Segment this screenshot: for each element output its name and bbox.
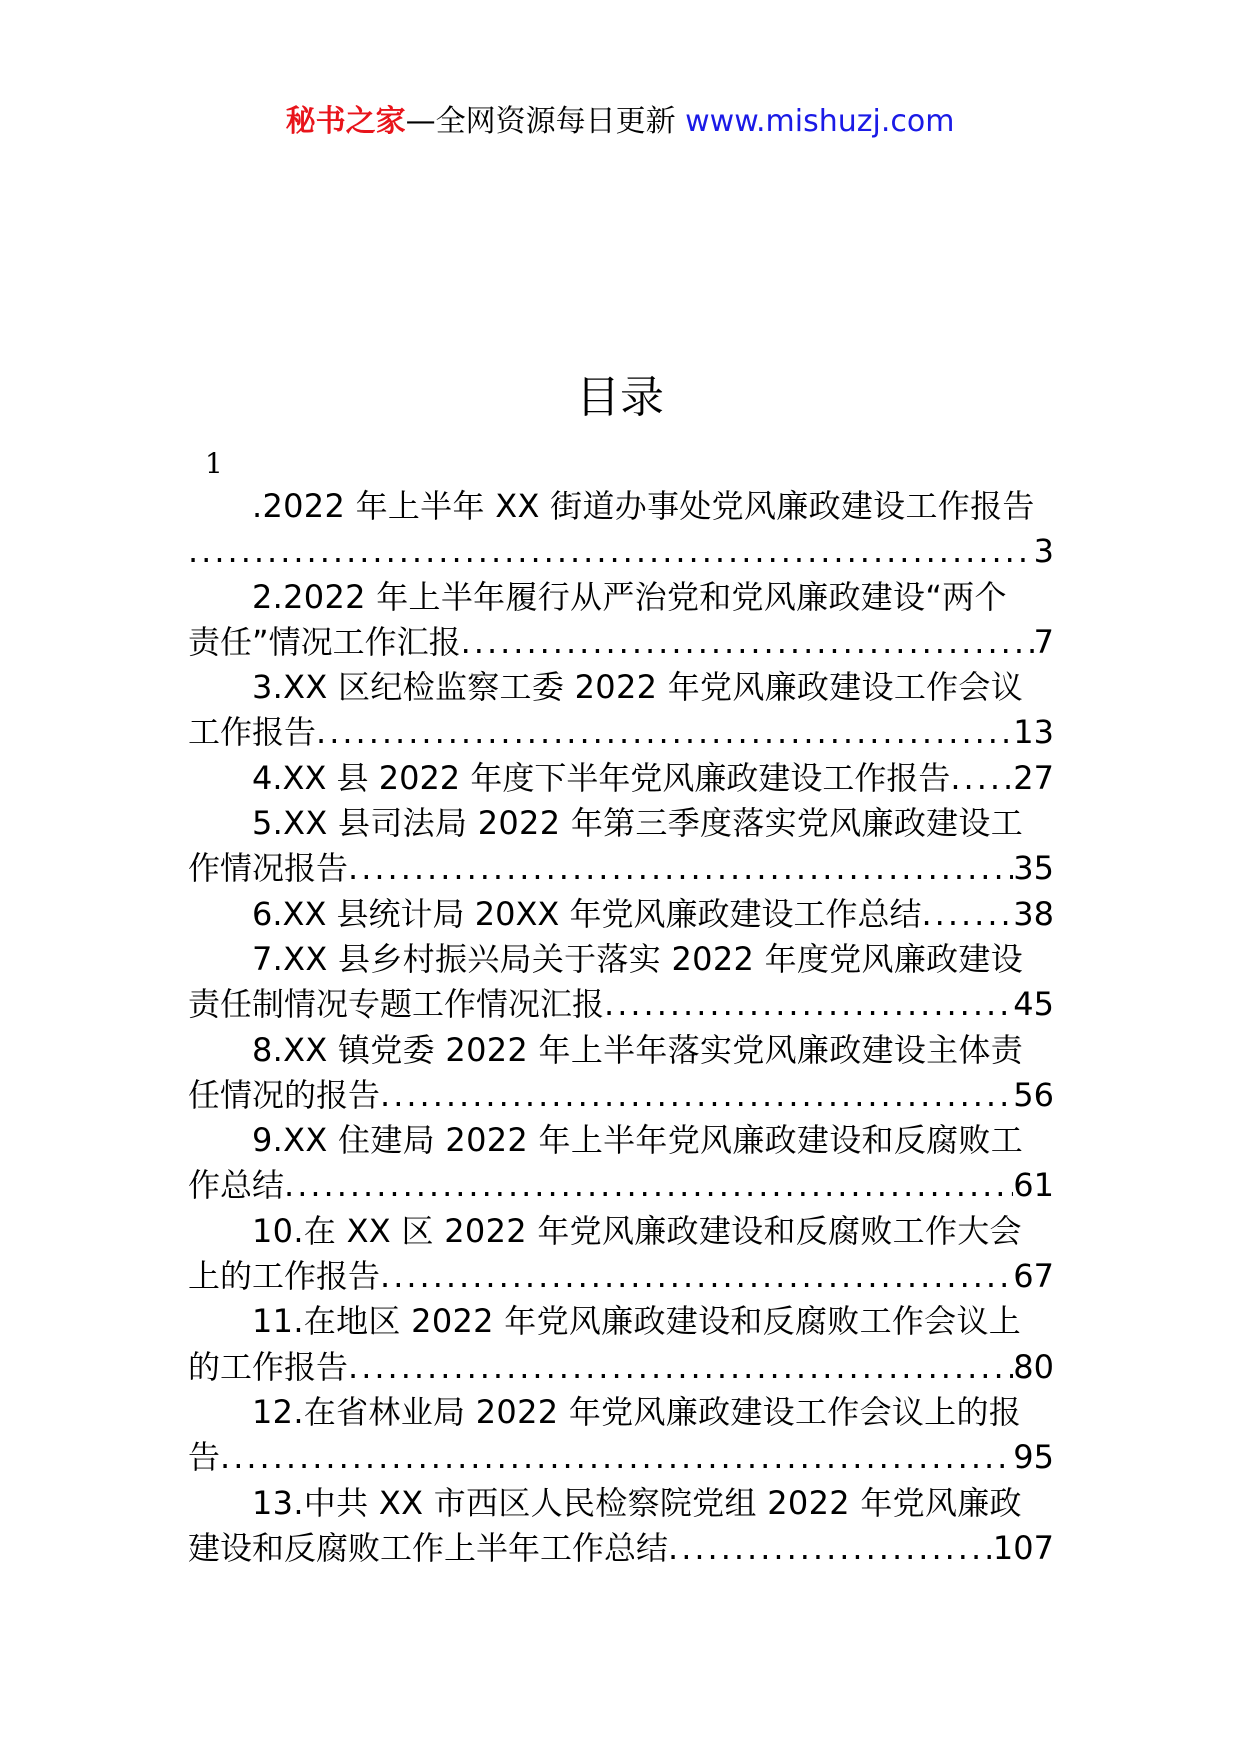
dot-leader (921, 892, 1013, 937)
toc-entry-11[interactable] (188, 1299, 1054, 1390)
brand-name: 秘书之家 (285, 104, 406, 139)
toc-entry-title-cont: 上的工作报告 (188, 1257, 381, 1296)
dot-leader (220, 1435, 1013, 1480)
dot-leader (461, 620, 1034, 665)
dot-leader (316, 710, 1013, 755)
toc-entry-title: 5.XX 县司法局 2022 年第三季度落实党风廉政建设工 (252, 804, 1024, 843)
toc-entry-title: 13.中共 XX 市西区人民检察院党组 2022 年党风廉政 (252, 1483, 1022, 1522)
toc-entry-title: 9.XX 住建局 2022 年上半年党风廉政建设和反腐败工 (252, 1121, 1024, 1160)
site-url-link[interactable]: www.mishuzj.com (685, 104, 955, 139)
toc-entry-title: 4.XX 县 2022 年度下半年党风廉政建设工作报告 (252, 758, 951, 797)
stray-page-number: 1 (205, 447, 223, 480)
toc-entry-title: 7.XX 县乡村振兴局关于落实 2022 年度党风廉政建设 (252, 939, 1024, 978)
toc-entry-title-cont: 告 (188, 1438, 221, 1477)
toc-entry-title: 11.在地区 2022 年党风廉政建设和反腐败工作会议上 (252, 1302, 1022, 1341)
toc-entry-10[interactable] (188, 1209, 1054, 1300)
toc-entry-title-cont: 责任”情况工作汇报 (188, 622, 461, 661)
toc-entry-6[interactable] (188, 892, 1054, 937)
toc-entry-8[interactable] (188, 1028, 1054, 1119)
dot-leader (348, 846, 1013, 891)
dot-leader (950, 756, 1013, 801)
toc-entry-page: 13 (1013, 713, 1054, 752)
toc-title: 目录 (576, 372, 664, 423)
site-slogan: —全网资源每日更新 (405, 104, 676, 139)
toc-entry-title: 6.XX 县统计局 20XX 年党风廉政建设工作总结 (252, 894, 922, 933)
dot-leader (188, 529, 1034, 574)
table-of-contents (188, 484, 1054, 1571)
toc-entry-title: 8.XX 镇党委 2022 年上半年落实党风廉政建设主体责 (252, 1030, 1024, 1069)
toc-entry-title-cont: 作总结 (188, 1166, 285, 1205)
toc-entry-page: 95 (1013, 1438, 1054, 1477)
toc-entry-leader-row (188, 529, 1054, 574)
toc-entry-page: 67 (1013, 1257, 1054, 1296)
toc-entry-leader-row (188, 1073, 1054, 1118)
toc-entry-page: 3 (1033, 532, 1054, 571)
toc-entry-page: 45 (1013, 985, 1054, 1024)
toc-entry-title-cont: 工作报告 (188, 713, 317, 752)
dot-leader (380, 1254, 1013, 1299)
dot-leader (668, 1526, 993, 1571)
toc-entry-12[interactable] (188, 1390, 1054, 1481)
toc-entry-leader-row (188, 756, 1054, 801)
toc-entry-leader-row (188, 1526, 1054, 1571)
toc-entry-leader-row (188, 710, 1054, 755)
toc-entry-leader-row (188, 620, 1054, 665)
toc-entry-title: 3.XX 区纪检监察工委 2022 年党风廉政建设工作会议 (252, 668, 1024, 707)
toc-entry-5[interactable] (188, 801, 1054, 892)
toc-entry-leader-row (188, 846, 1054, 891)
toc-entry-page: 56 (1013, 1075, 1054, 1114)
toc-entry-3[interactable] (188, 665, 1054, 756)
toc-entry-title-cont: 作情况报告 (188, 849, 349, 888)
toc-entry-page: 27 (1013, 758, 1054, 797)
toc-entry-title: .2022 年上半年 XX 街道办事处党风廉政建设工作报告 (252, 487, 1035, 525)
toc-entry-page: 38 (1013, 894, 1054, 933)
toc-entry-title-cont: 建设和反腐败工作上半年工作总结 (188, 1528, 669, 1567)
toc-entry-leader-row (188, 892, 1054, 937)
toc-entry-4[interactable] (188, 756, 1054, 801)
dot-leader (604, 982, 1013, 1027)
toc-entry-2[interactable] (188, 575, 1054, 666)
toc-entry-page: 7 (1033, 622, 1054, 661)
dot-leader (284, 1163, 1013, 1208)
toc-entry-leader-row (188, 1254, 1054, 1299)
toc-entry-page: 80 (1013, 1347, 1054, 1386)
toc-entry-title: 2.2022 年上半年履行从严治党和党风廉政建设“两个 (252, 577, 1007, 616)
toc-entry-leader-row (188, 1435, 1054, 1480)
toc-entry-1[interactable] (188, 484, 1054, 575)
dot-leader (348, 1345, 1013, 1390)
toc-entry-page: 61 (1013, 1166, 1054, 1205)
toc-entry-13[interactable] (188, 1481, 1054, 1572)
toc-entry-9[interactable] (188, 1118, 1054, 1209)
toc-entry-page: 35 (1013, 849, 1054, 888)
dot-leader (380, 1073, 1013, 1118)
toc-entry-leader-row (188, 1163, 1054, 1208)
site-header (0, 100, 1240, 144)
toc-entry-leader-row (188, 1345, 1054, 1390)
toc-entry-7[interactable] (188, 937, 1054, 1028)
toc-entry-page: 107 (992, 1528, 1054, 1567)
toc-entry-title: 12.在省林业局 2022 年党风廉政建设工作会议上的报 (252, 1392, 1022, 1431)
toc-entry-title-cont: 任情况的报告 (188, 1075, 381, 1114)
toc-entry-title: 10.在 XX 区 2022 年党风廉政建设和反腐败工作大会 (252, 1211, 1022, 1250)
toc-entry-leader-row (188, 982, 1054, 1027)
toc-entry-title-cont: 的工作报告 (188, 1347, 349, 1386)
toc-entry-title-cont: 责任制情况专题工作情况汇报 (188, 985, 605, 1024)
